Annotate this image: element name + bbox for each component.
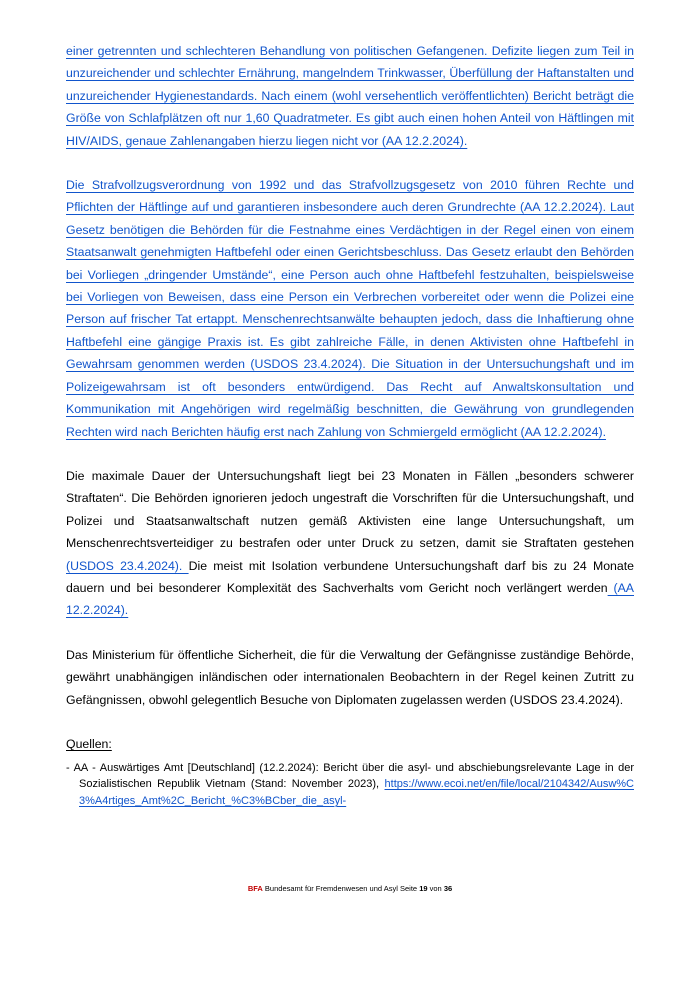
- text-run: Die maximale Dauer der Untersuchungshaft liegt bei 23 Monaten in Fällen „besonders schwerer Straftaten“. Die Behörden ignorieren jedoch ungestraft die Vorschriften für die Untersuchungshaft, und Polizei und Staatsanwaltschaft nutzen gemäß Aktivisten eine lange Untersuchungshaft, um Menschenrechtsverteidiger zu bestrafen oder unter Druck zu setzen, damit sie Straftaten gestehen: [66, 468, 634, 551]
- text-run: Quellen:: [66, 736, 112, 751]
- text-run: Die meist mit Isolation verbundene Untersuchungshaft darf bis zu 24 Monate dauern und bei besonderer Komplexität des Sachverhalts vom Gericht noch verlängert werden: [66, 558, 634, 595]
- text-run: (USDOS 23.4.2024).: [66, 558, 189, 573]
- text-run: einer getrennten und schlechteren Behandlung von politischen Gefangenen. Defizite liegen zum Teil in unzureichender und schlechter Ernährung, mangelndem Trinkwasser, Überfüllung der Haftanstalten und unzureichender Hygienestandards. Nach einem (wohl versehentlich veröffentlichten) Bericht beträgt die Größe von Schlafplätzen oft nur 1,60 Quadratmeter. Es gibt auch einen hohen Anteil von Häftlingen mit HIV/AIDS, genaue Zahlenangaben hierzu liegen nicht vor (AA 12.2.2024).: [66, 44, 634, 148]
- paragraph-untersuchungshaft: [66, 465, 634, 622]
- source-url-link[interactable]: https://www.ecoi.net/en/file/local/2104342/Ausw%C3%A4rtiges_Amt%2C_Bericht_%C3%BCber_die_asyl-: [79, 778, 634, 807]
- paragraph-ministerium: [66, 644, 634, 711]
- text-run: Die Strafvollzugsverordnung von 1992 und das Strafvollzugsgesetz von 2010 führen Rechte und Pflichten der Häftlinge auf und garantieren insbesondere auch deren Grundrechte (AA 12.2.2024). Laut Gesetz benötigen die Behörden für die Festnahme eines Verdächtigen in der Regel einen von einem Staatsanwalt genehmigten Haftbefehl oder einen Gerichtsbeschluss. Das Gesetz erlaubt den Behörden bei Vorliegen „dringender Umstände“, eine Person auch ohne Haftbefehl festzuhalten, beispielsweise bei Vorliegen von Beweisen, dass eine Person ein Verbrechen vorbereitet oder wenn die Polizei eine Person auf frischer Tat ertappt. Menschenrechtsanwälte behaupten jedoch, dass die Inhaftierung ohne Haftbefehl eine gängige Praxis ist. Es gibt zahlreiche Fälle, in denen Aktivisten ohne Haftbefehl in Gewahrsam genommen werden (USDOS 23.4.2024). Die Situation in der Untersuchungshaft und im Polizeigewahrsam ist oft besonders entwürdigend. Das Recht auf Anwaltskonsultation und Kommunikation mit Angehörigen wird regelmäßig beschnitten, die Gewährung von grundlegenden Rechten wird nach Berichten häufig erst nach Zahlung von Schmiergeld ermöglicht (AA 12.2.2024).: [66, 178, 634, 439]
- footer-page-total: 36: [443, 884, 453, 893]
- footer-page-number: 19: [419, 884, 428, 893]
- footer-of-label: von: [429, 884, 442, 893]
- source-item-aa: [66, 760, 634, 809]
- document-content: [66, 40, 634, 809]
- footer-org-label: Bundesamt für Fremdenwesen und Asyl Seite: [264, 884, 418, 893]
- page-footer: [0, 884, 700, 894]
- sources-heading: [66, 733, 634, 755]
- paragraph-strafvollzug: [66, 174, 634, 443]
- text-run: Das Ministerium für öffentliche Sicherheit, die für die Verwaltung der Gefängnisse zuständige Behörde, gewährt unabhängigen inländischen oder internationalen Beobachtern in der Regel keinen Zutritt zu Gefängnissen, obwohl gelegentlich Besuche von Diplomaten zugelassen werden (USDOS 23.4.2024).: [66, 647, 634, 707]
- paragraph-haftbedingungen: [66, 40, 634, 152]
- footer-brand-bfa: BFA: [247, 884, 263, 893]
- text-run: - AA - Auswärtiges Amt [Deutschland] (12.2.2024): Bericht über die asyl- und abschiebungsrelevante Lage in der Sozialistischen Republik Vietnam (Stand: November 2023),: [66, 761, 634, 791]
- text-run: (AA 12.2.2024).: [66, 580, 634, 618]
